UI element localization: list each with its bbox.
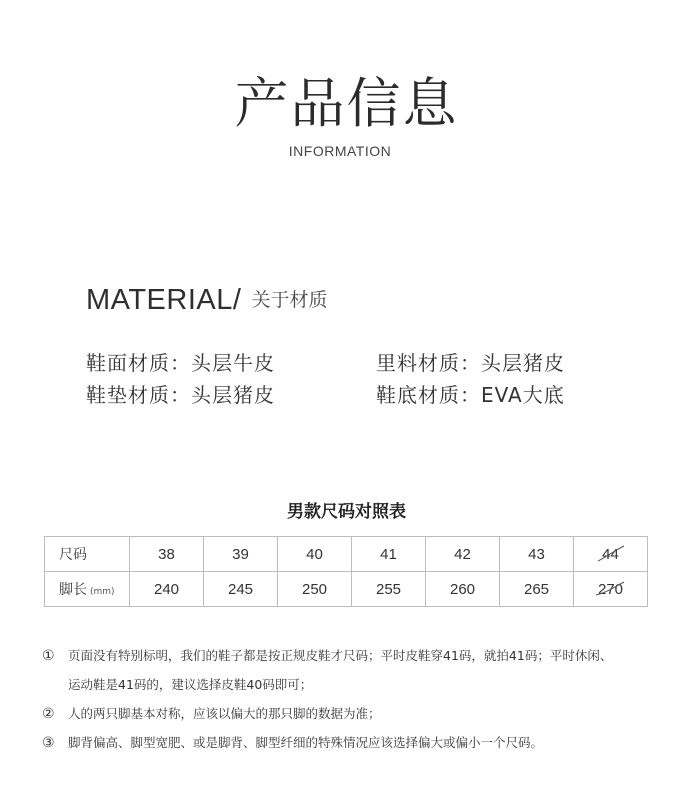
note-1-continued: 运动鞋是41码的，建议选择皮鞋40码即可； bbox=[68, 677, 313, 692]
length-cell: 245 bbox=[204, 572, 278, 607]
size-row-label: 尺码 bbox=[45, 537, 130, 572]
size-cell-text: 44 bbox=[602, 545, 619, 563]
size-cell: 43 bbox=[500, 537, 574, 572]
length-cell-270 bbox=[574, 572, 648, 607]
spec-outsole: 鞋底材质：EVA大底 bbox=[376, 383, 565, 407]
spec-upper: 鞋面材质：头层牛皮 bbox=[86, 351, 275, 375]
table-row bbox=[45, 537, 648, 572]
material-heading bbox=[86, 284, 327, 317]
pen-stroke-icon bbox=[596, 543, 626, 565]
length-cell: 240 bbox=[130, 572, 204, 607]
size-cell-44 bbox=[574, 537, 648, 572]
note-text: 脚背偏高、脚型宽肥、或是脚背、脚型纤细的特殊情况应该选择偏大或偏小一个尺码。 bbox=[68, 735, 544, 750]
page-subtitle: INFORMATION bbox=[288, 143, 392, 159]
spec-insole: 鞋垫材质：头层猪皮 bbox=[86, 383, 275, 407]
size-cell: 38 bbox=[130, 537, 204, 572]
foot-length-row-label: 脚长 (mm) bbox=[45, 572, 130, 607]
note-text: 人的两只脚基本对称，应该以偏大的那只脚的数据为准； bbox=[68, 706, 381, 721]
note-3 bbox=[42, 733, 543, 751]
note-number: ① bbox=[42, 648, 55, 664]
note-number: ② bbox=[42, 706, 55, 722]
pen-stroke-icon bbox=[594, 578, 626, 600]
unit-label: (mm) bbox=[90, 587, 115, 597]
size-cell: 41 bbox=[352, 537, 426, 572]
length-cell-text: 270 bbox=[597, 580, 624, 598]
note-2 bbox=[42, 704, 381, 722]
material-heading-cn: 关于材质 bbox=[251, 289, 328, 311]
table-row bbox=[45, 572, 648, 607]
length-cell: 250 bbox=[278, 572, 352, 607]
note-text: 页面没有特别标明，我们的鞋子都是按正规皮鞋才尺码；平时皮鞋穿41码，就拍41码；平时休闲、 bbox=[68, 648, 613, 663]
size-cell: 39 bbox=[204, 537, 278, 572]
size-cell: 42 bbox=[426, 537, 500, 572]
note-number: ③ bbox=[42, 735, 55, 751]
material-heading-en: MATERIAL/ bbox=[86, 284, 242, 316]
size-chart-table bbox=[44, 536, 648, 607]
length-cell: 265 bbox=[500, 572, 574, 607]
note-1 bbox=[42, 646, 612, 664]
length-cell: 260 bbox=[426, 572, 500, 607]
size-chart-title: 男款尺码对照表 bbox=[287, 502, 406, 522]
length-cell: 255 bbox=[352, 572, 426, 607]
spec-lining: 里料材质：头层猪皮 bbox=[376, 351, 565, 375]
size-cell: 40 bbox=[278, 537, 352, 572]
page-title: 产品信息 bbox=[234, 72, 459, 135]
